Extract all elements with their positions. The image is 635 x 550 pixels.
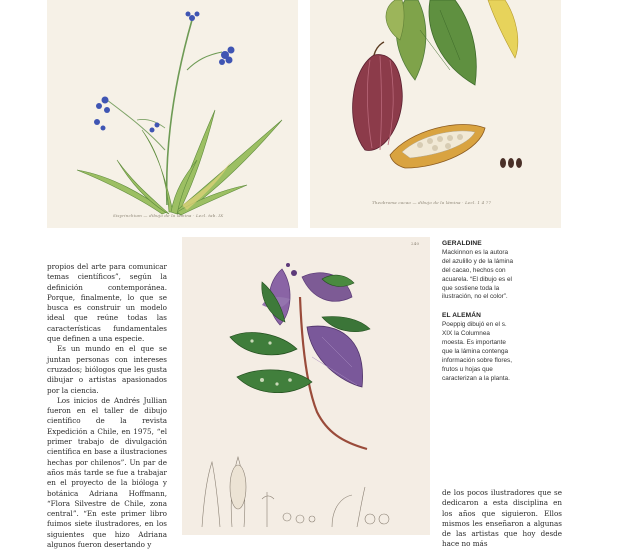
caption-sidebar: [442, 240, 514, 394]
left-text-column: [47, 262, 167, 550]
purple-leaf-illustration: [182, 237, 430, 535]
blue-flower-drawing: [47, 0, 298, 228]
paragraph: propios del arte para comunicar temas científicos”, según la definición contemporánea. Porque, finalmente, lo que se busca es construir un modelo ideal que reúne todas las características fundamentales que definen a una especie.: [47, 262, 167, 344]
blue-plate-caption: Sisyrinchium — dibujo de la lámina · Lecl. tab. IX: [113, 213, 224, 218]
paragraph: Es un mundo en el que se juntan personas con intereses cruzados; biólogos que les gusta dibujar o artistas apasionados por la ciencia.: [47, 344, 167, 395]
caption-heading: GERALDINE: [442, 240, 482, 247]
caption-heading: EL ALEMÁN: [442, 312, 481, 320]
right-text-column: [442, 488, 562, 550]
caption-text: Poeppig dibujó en el s. XIX la Columnea moesta. Es importante que la lámina contenga información sobre flores, frutos u hojas que caracterizan a la planta.: [442, 321, 512, 382]
paragraph: de los pocos ilustradores que se dedicaron a esta disciplina en los años que siguieron. Ellos mismos les enseñaron a algunas de las artistas que hoy desde hace no más: [442, 488, 562, 549]
purple-leaf-drawing: [182, 237, 430, 535]
cacao-drawing: [310, 0, 561, 228]
paragraph: Los inicios de Andrés Jullian fueron en el taller de dibujo científico de la revista Expedición a Chile, en 1975, “el primer trabajo de divulgación científica en base a ilustraciones hechas por chilenos”. Un par de años más tarde se fue a trabajar en el proyecto de la bióloga y botánica Adriana Hoffmann, “Flora Silvestre de Chile, zona central”. “En este primer libro fuimos siete ilustradores, en los siguientes que hizo Adriana algunos fueron desertando y: [47, 395, 167, 550]
caption-text: Mackinnon es la autora del azulillo y de la lámina del cacao, hechos con acuarela. “El dibujo es el que sostiene toda la ilustración, no el color”.: [442, 248, 514, 301]
plate-number: 240: [411, 241, 420, 246]
cacao-illustration: [310, 0, 561, 228]
blue-flower-illustration: [47, 0, 298, 228]
cacao-plate-caption: Theobroma cacao — dibujo de la lámina · Lecl. 1 4 77: [372, 200, 492, 205]
